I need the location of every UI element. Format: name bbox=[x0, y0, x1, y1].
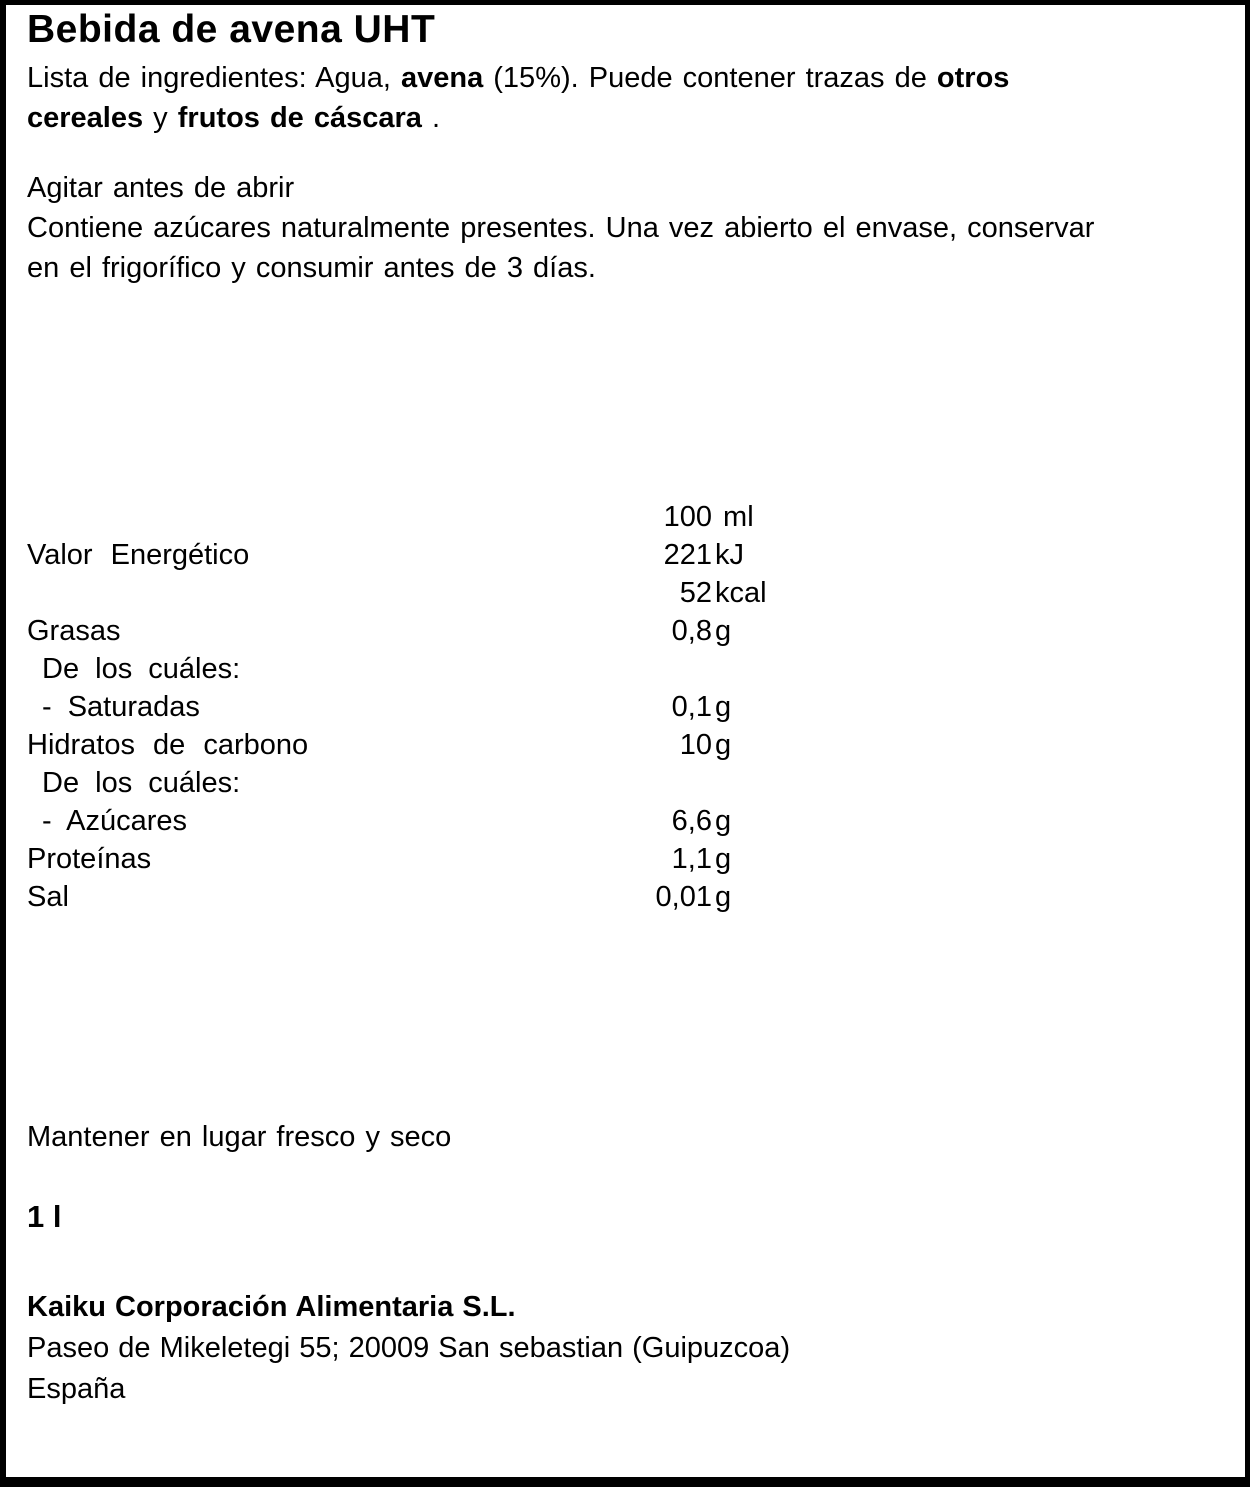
nutrient-value: 0,8 bbox=[671, 615, 712, 647]
nutrient-label: - Saturadas bbox=[42, 691, 200, 723]
nutrition-row-sugars bbox=[27, 802, 767, 840]
nutrient-unit: g bbox=[715, 615, 732, 647]
ingredients-text-period: . bbox=[421, 102, 441, 134]
nutrition-row-of-which-fat bbox=[27, 650, 767, 688]
nutrient-value: 52 bbox=[679, 577, 712, 609]
nutrition-row-energy-kj bbox=[27, 536, 767, 574]
ingredients-text-intro: Lista de ingredientes: Agua, bbox=[27, 62, 401, 94]
nutrient-unit bbox=[712, 764, 715, 802]
allergen-cereales: cereales bbox=[27, 102, 144, 134]
nutrient-unit bbox=[712, 650, 715, 688]
nutrient-unit: kJ bbox=[715, 539, 744, 571]
nutrient-value: 1,1 bbox=[671, 843, 712, 875]
nutrient-value: 6,6 bbox=[671, 805, 712, 837]
nutrient-unit: kcal bbox=[715, 577, 767, 609]
nutrition-row-saturated bbox=[27, 688, 767, 726]
nutrient-label: De los cuáles: bbox=[42, 767, 241, 799]
nutrient-label: De los cuáles: bbox=[42, 653, 241, 685]
ingredients-paragraph bbox=[27, 58, 1009, 138]
storage-line-1: Contiene azúcares naturalmente presentes. Una vez abierto el envase, conservar bbox=[27, 212, 1095, 244]
ingredients-text-traces: (15%). Puede contener trazas de bbox=[483, 62, 937, 94]
ingredients-line-2 bbox=[27, 98, 1009, 138]
manufacturer-block bbox=[27, 1287, 790, 1410]
nutrient-label: Hidratos de carbono bbox=[27, 729, 309, 761]
nutrition-row-of-which-carbs bbox=[27, 764, 767, 802]
nutrition-row-energy-kcal bbox=[27, 574, 767, 612]
nutrient-value: 0,1 bbox=[671, 691, 712, 723]
storage-line-2: en el frigorífico y consumir antes de 3 días. bbox=[27, 252, 596, 284]
manufacturer-name: Kaiku Corporación Alimentaria S.L. bbox=[27, 1291, 516, 1323]
nutrient-unit: g bbox=[715, 843, 732, 875]
shake-instruction: Agitar antes de abrir bbox=[27, 172, 295, 204]
nutrient-label: Proteínas bbox=[27, 843, 152, 875]
nutrition-header-label bbox=[27, 498, 470, 536]
nutrition-header-unit: ml bbox=[715, 501, 754, 533]
ingredients-line-1 bbox=[27, 58, 1009, 98]
product-title: Bebida de avena UHT bbox=[27, 8, 436, 51]
manufacturer-country: España bbox=[27, 1373, 126, 1405]
nutrition-row-fat bbox=[27, 612, 767, 650]
keep-cool-note: Mantener en lugar fresco y seco bbox=[27, 1121, 452, 1153]
nutrient-value bbox=[470, 650, 712, 688]
nutrient-value bbox=[470, 764, 712, 802]
nutrient-label bbox=[27, 574, 470, 612]
manufacturer-address: Paseo de Mikeletegi 55; 20009 San sebastian (Guipuzcoa) bbox=[27, 1332, 791, 1364]
nutrition-header-row bbox=[27, 498, 767, 536]
nutrient-value: 221 bbox=[663, 539, 712, 571]
nutrient-label: - Azúcares bbox=[42, 805, 187, 837]
nutrient-value: 10 bbox=[679, 729, 712, 761]
net-volume: 1 l bbox=[27, 1199, 62, 1234]
nutrient-value: 0,01 bbox=[655, 881, 712, 913]
nutrient-unit: g bbox=[715, 881, 732, 913]
nutrient-unit: g bbox=[715, 729, 732, 761]
ingredient-avena: avena bbox=[400, 62, 484, 94]
storage-instructions bbox=[27, 208, 1094, 288]
ingredients-text-y: y bbox=[143, 102, 178, 134]
nutrient-unit: g bbox=[715, 691, 732, 723]
nutrient-label: Valor Energético bbox=[27, 539, 250, 571]
nutrition-header-value: 100 bbox=[663, 501, 712, 533]
nutrient-label: Sal bbox=[27, 881, 69, 913]
nutrient-unit: g bbox=[715, 805, 732, 837]
nutrition-row-protein bbox=[27, 840, 767, 878]
nutrient-label: Grasas bbox=[27, 615, 121, 647]
nutrition-table bbox=[27, 498, 767, 916]
allergen-frutos-cascara: frutos de cáscara bbox=[177, 102, 422, 134]
nutrition-row-salt bbox=[27, 878, 767, 916]
nutrition-row-carbohydrates bbox=[27, 726, 767, 764]
allergen-otros: otros bbox=[936, 62, 1010, 94]
